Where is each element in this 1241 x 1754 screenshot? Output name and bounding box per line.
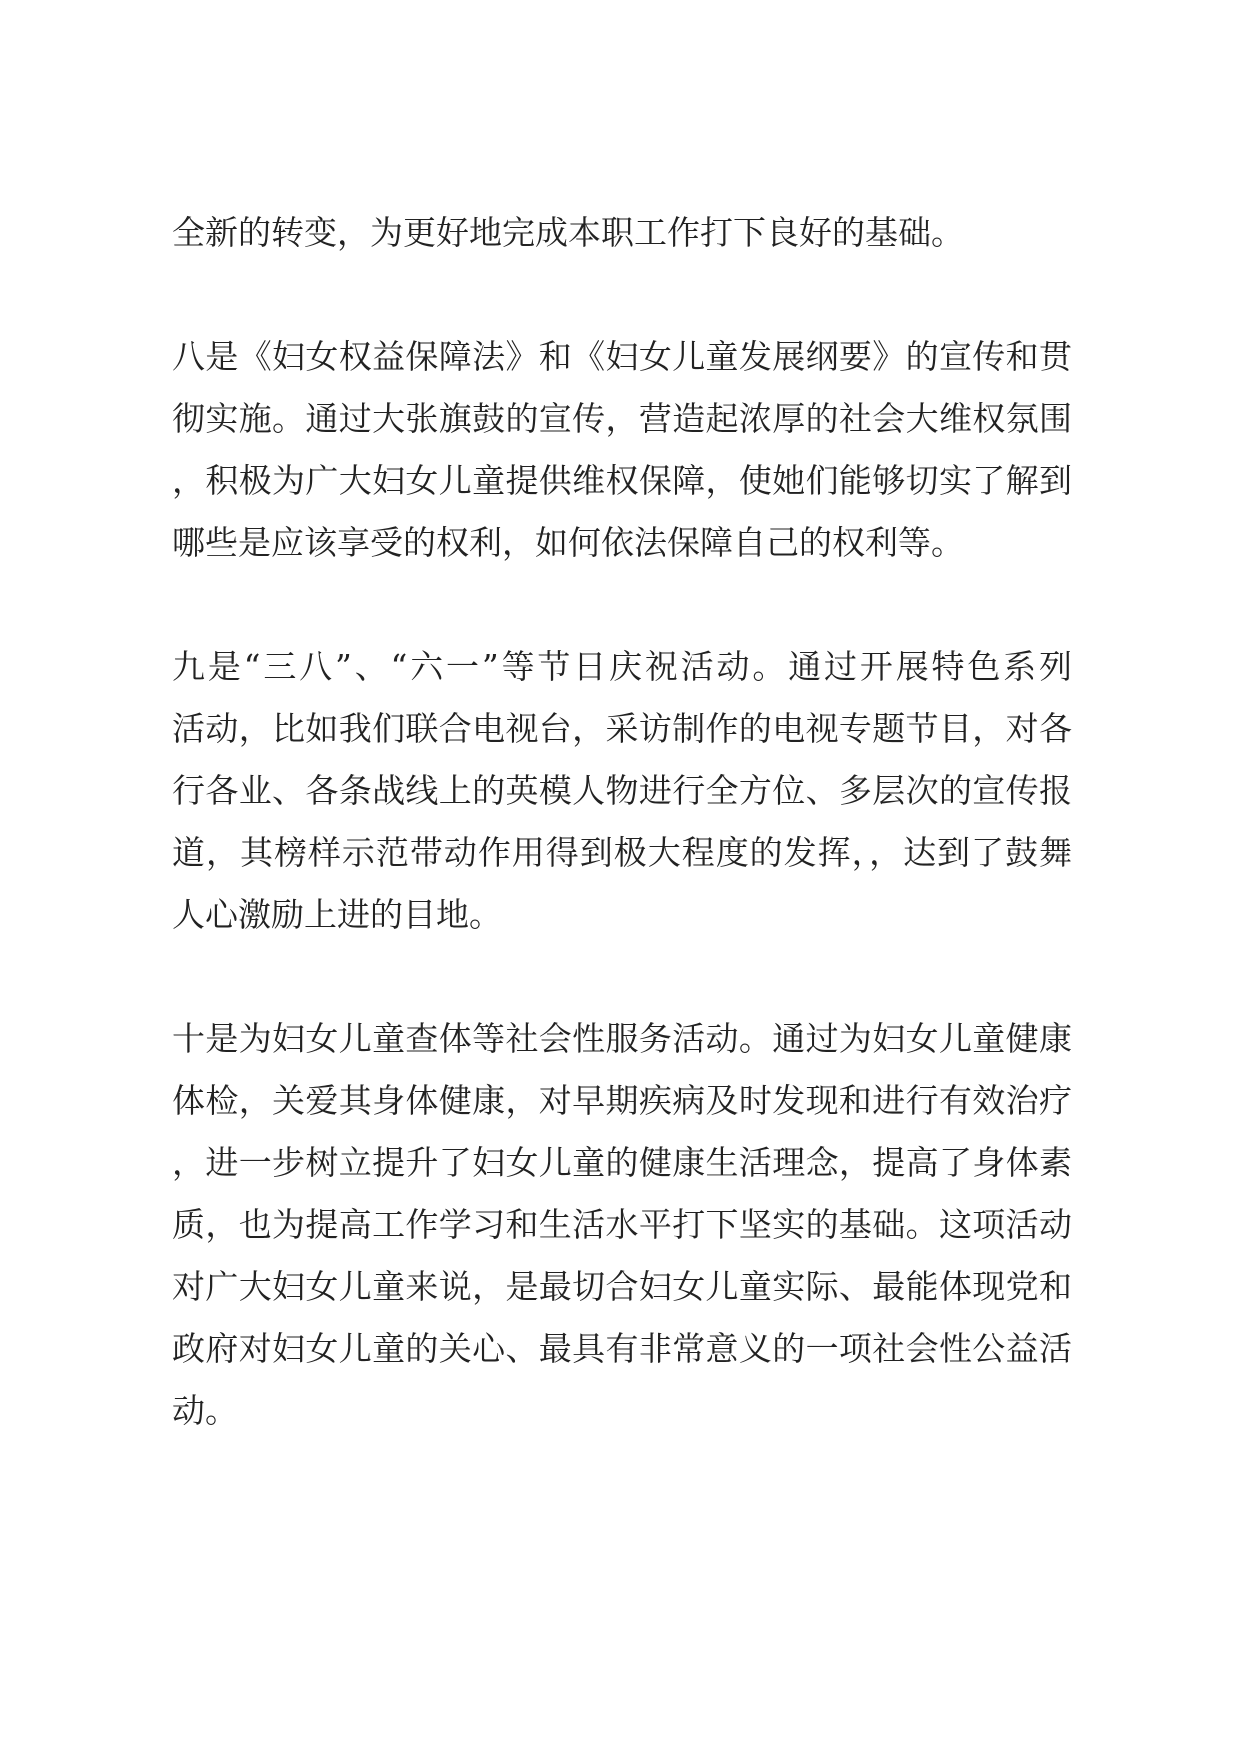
text-line: 政府对妇女儿童的关心、最具有非常意义的一项社会性公益活 bbox=[172, 1329, 1072, 1368]
text-line: 九是“三八”、“六一”等节日庆祝活动。通过开展特色系列 bbox=[172, 647, 1072, 686]
text-line: 活动，比如我们联合电视台，采访制作的电视专题节目，对各 bbox=[172, 709, 1072, 748]
paragraph-gap bbox=[172, 946, 1072, 1008]
paragraph-item-10 bbox=[172, 1008, 1072, 1442]
text-line: 八是《妇女权益保障法》和《妇女儿童发展纲要》的宣传和贯 bbox=[172, 337, 1072, 376]
text-line: 哪些是应该享受的权利，如何依法保障自己的权利等。 bbox=[172, 523, 964, 562]
text-line: 十是为妇女儿童查体等社会性服务活动。通过为妇女儿童健康 bbox=[172, 1019, 1072, 1058]
text-line: 行各业、各条战线上的英模人物进行全方位、多层次的宣传报 bbox=[172, 771, 1072, 810]
paragraph-intro-continuation bbox=[172, 202, 1072, 264]
text-line: 体检，关爱其身体健康，对早期疾病及时发现和进行有效治疗 bbox=[172, 1081, 1072, 1120]
document-body bbox=[172, 202, 1072, 1442]
paragraph-gap bbox=[172, 264, 1072, 326]
text-line: ，积极为广大妇女儿童提供维权保障，使她们能够切实了解到 bbox=[172, 461, 1072, 500]
text-line: 质，也为提高工作学习和生活水平打下坚实的基础。这项活动 bbox=[172, 1205, 1072, 1244]
text-line: 道，其榜样示范带动作用得到极大程度的发挥，，达到了鼓舞 bbox=[172, 833, 1072, 872]
text-line: 人心激励上进的目地。 bbox=[172, 895, 502, 934]
text-line: 对广大妇女儿童来说，是最切合妇女儿童实际、最能体现党和 bbox=[172, 1267, 1072, 1306]
paragraph-gap bbox=[172, 574, 1072, 636]
text-line: ，进一步树立提升了妇女儿童的健康生活理念，提高了身体素 bbox=[172, 1143, 1072, 1182]
paragraph-item-8 bbox=[172, 326, 1072, 574]
text-line: 彻实施。通过大张旗鼓的宣传，营造起浓厚的社会大维权氛围 bbox=[172, 399, 1072, 438]
text-line: 全新的转变，为更好地完成本职工作打下良好的基础。 bbox=[172, 213, 964, 252]
text-line: 动。 bbox=[172, 1391, 238, 1430]
paragraph-item-9 bbox=[172, 636, 1072, 946]
